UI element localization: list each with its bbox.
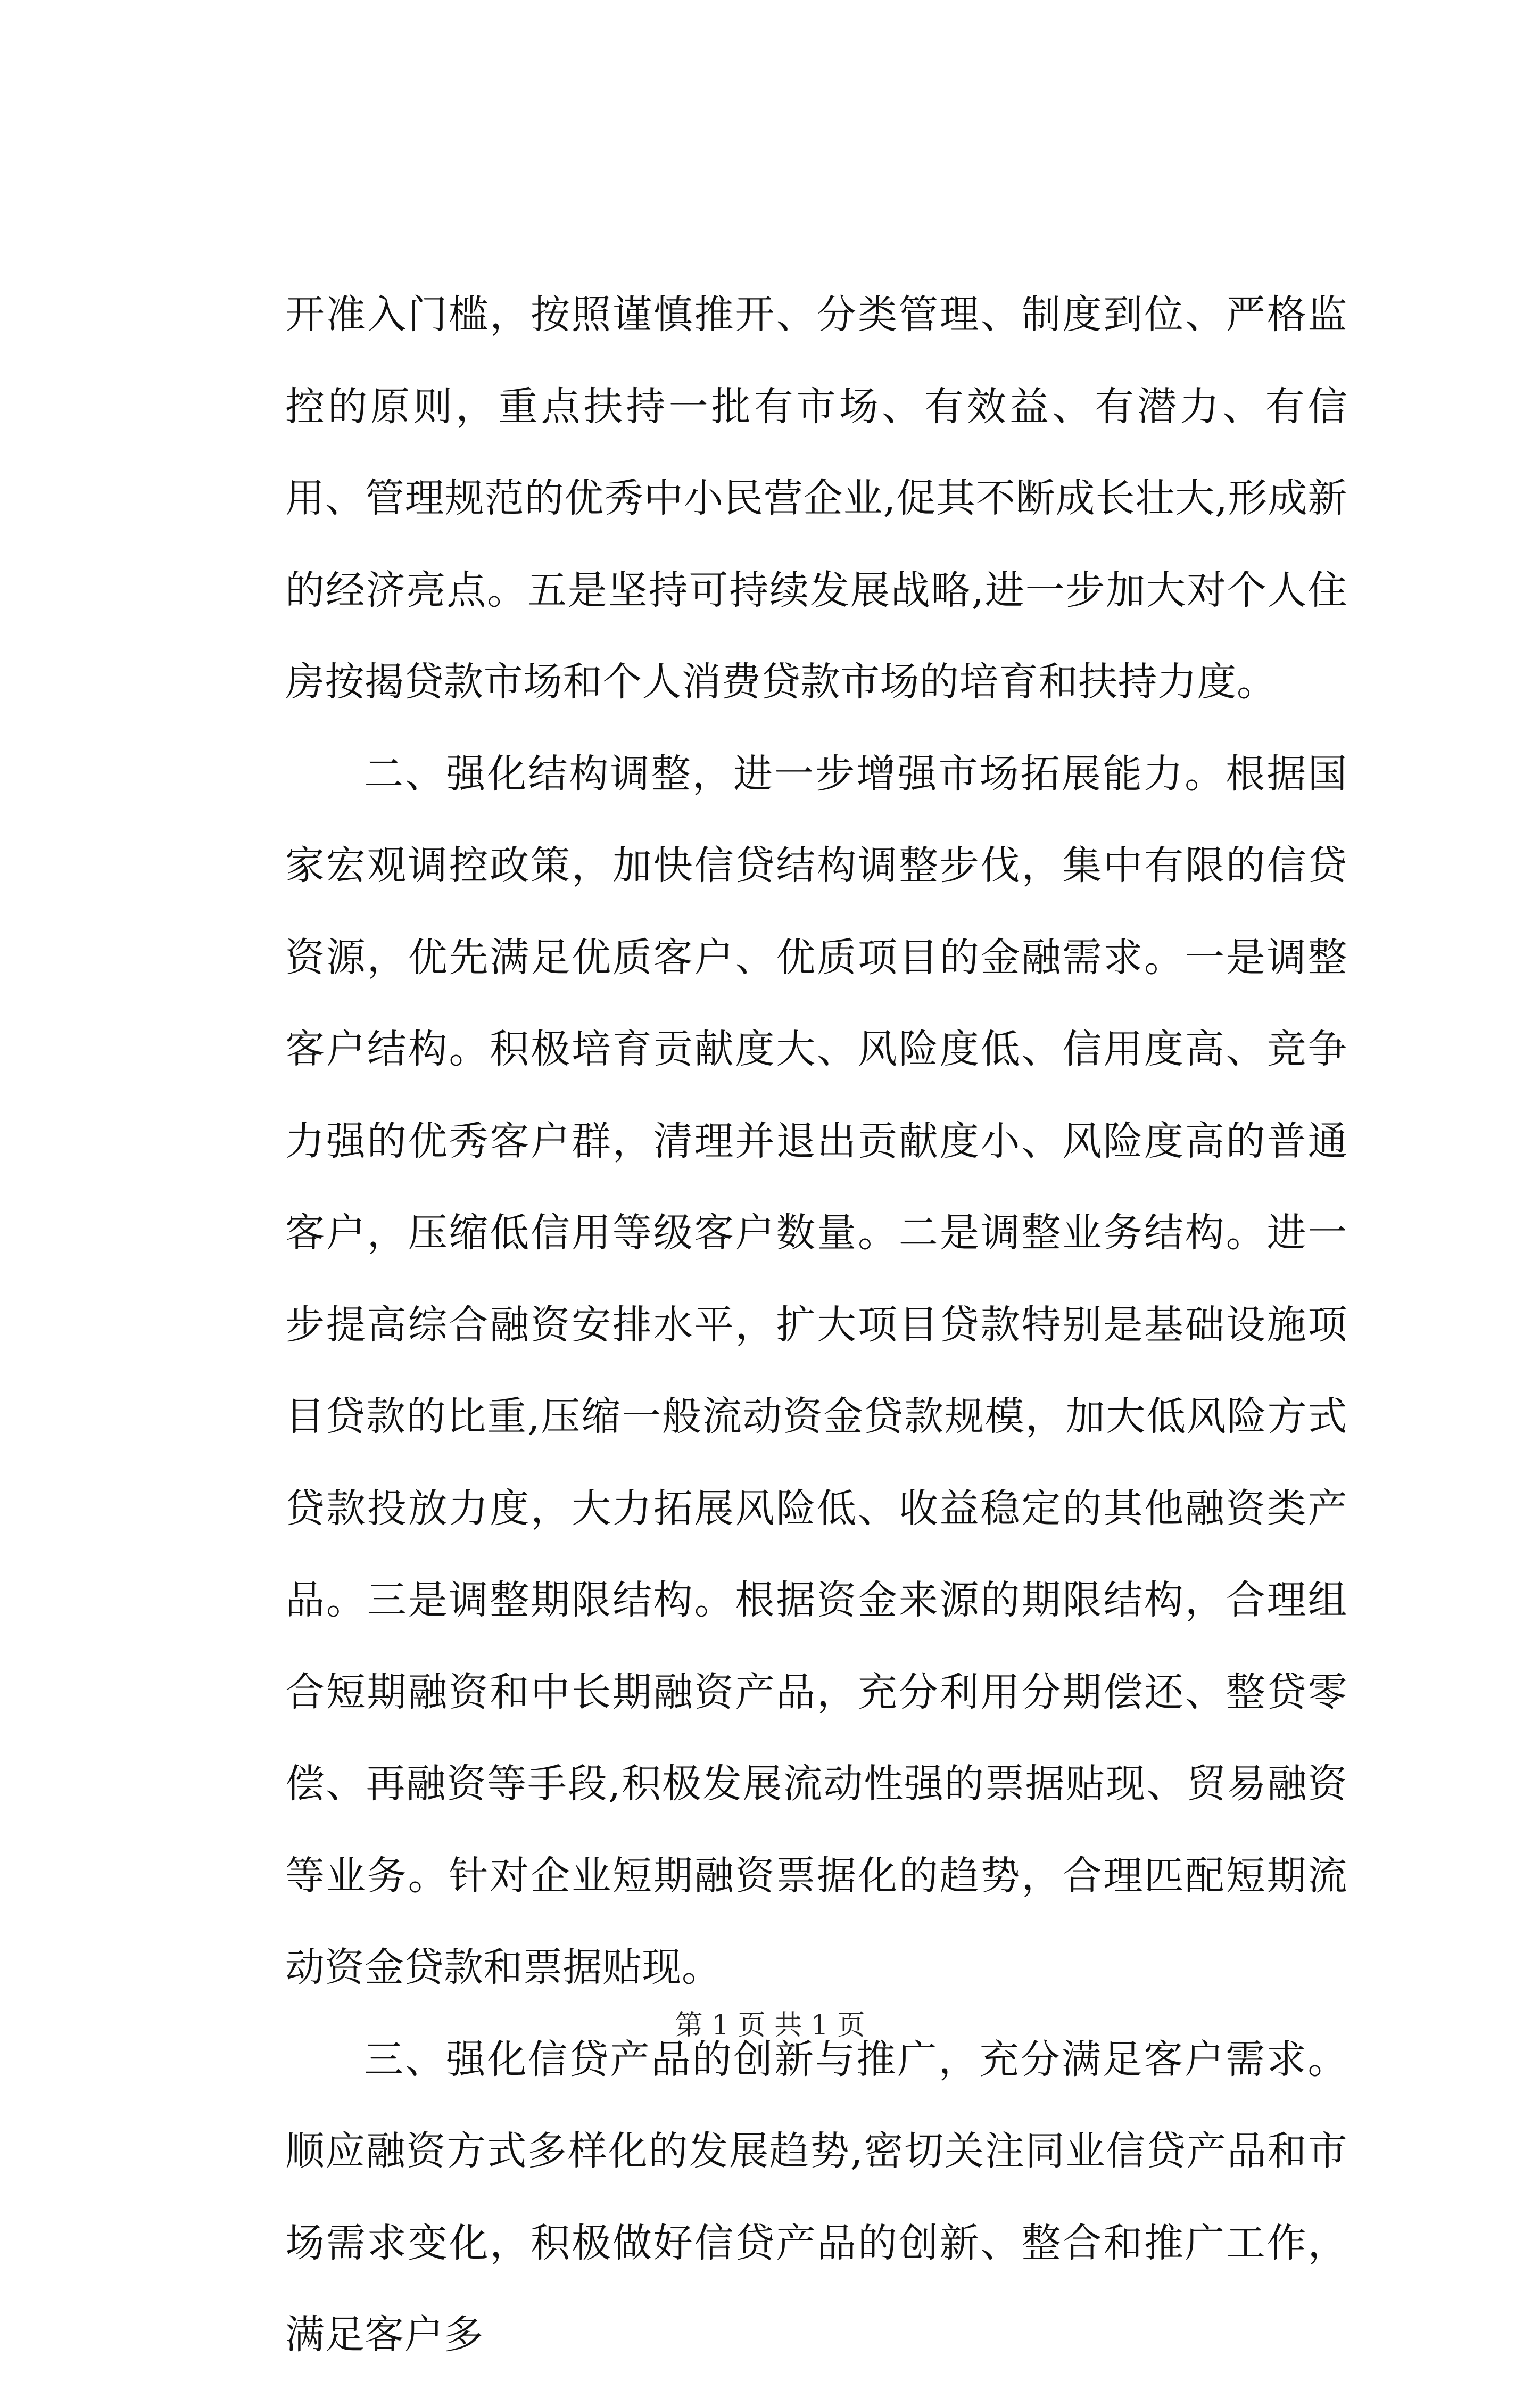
document-body: [285, 269, 1347, 2381]
paragraph-continuation: 开准入门槛，按照谨慎推开、分类管理、制度到位、严格监控的原则，重点扶持一批有市场、有效益、有潜力、有信用、管理规范的优秀中小民营企业,促其不断成长壮大,形成新的经济亮点。五是坚持可持续发展战略,进一步加大对个人住房按揭贷款市场和个人消费贷款市场的培育和扶持力度。: [285, 292, 1347, 705]
paragraph-product-innovation: 三、强化信贷产品的创新与推广，充分满足客户需求。顺应融资方式多样化的发展趋势,密切关注同业信贷产品和市场需求变化，积极做好信贷产品的创新、整合和推广工作，满足客户多: [285, 2036, 1347, 2358]
page-number-footer: 第 1 页 共 1 页: [675, 2009, 865, 2041]
paragraph-structure-adjustment: 二、强化结构调整，进一步增强市场拓展能力。根据国家宏观调控政策，加快信贷结构调整步伐，集中有限的信贷资源，优先满足优质客户、优质项目的金融需求。一是调整客户结构。积极培育贡献度大、风险度低、信用度高、竞争力强的优秀客户群，清理并退出贡献度小、风险度高的普通客户，压缩低信用等级客户数量。二是调整业务结构。进一步提高综合融资安排水平，扩大项目贷款特别是基础设施项目贷款的比重,压缩一般流动资金贷款规模，加大低风险方式贷款投放力度，大力拓展风险低、收益稳定的其他融资类产品。三是调整期限结构。根据资金来源的期限结构，合理组合短期融资和中长期融资产品，充分利用分期偿还、整贷零偿、再融资等手段,积极发展流动性强的票据贴现、贸易融资等业务。针对企业短期融资票据化的趋势，合理匹配短期流动资金贷款和票据贴现。: [285, 751, 1347, 1990]
